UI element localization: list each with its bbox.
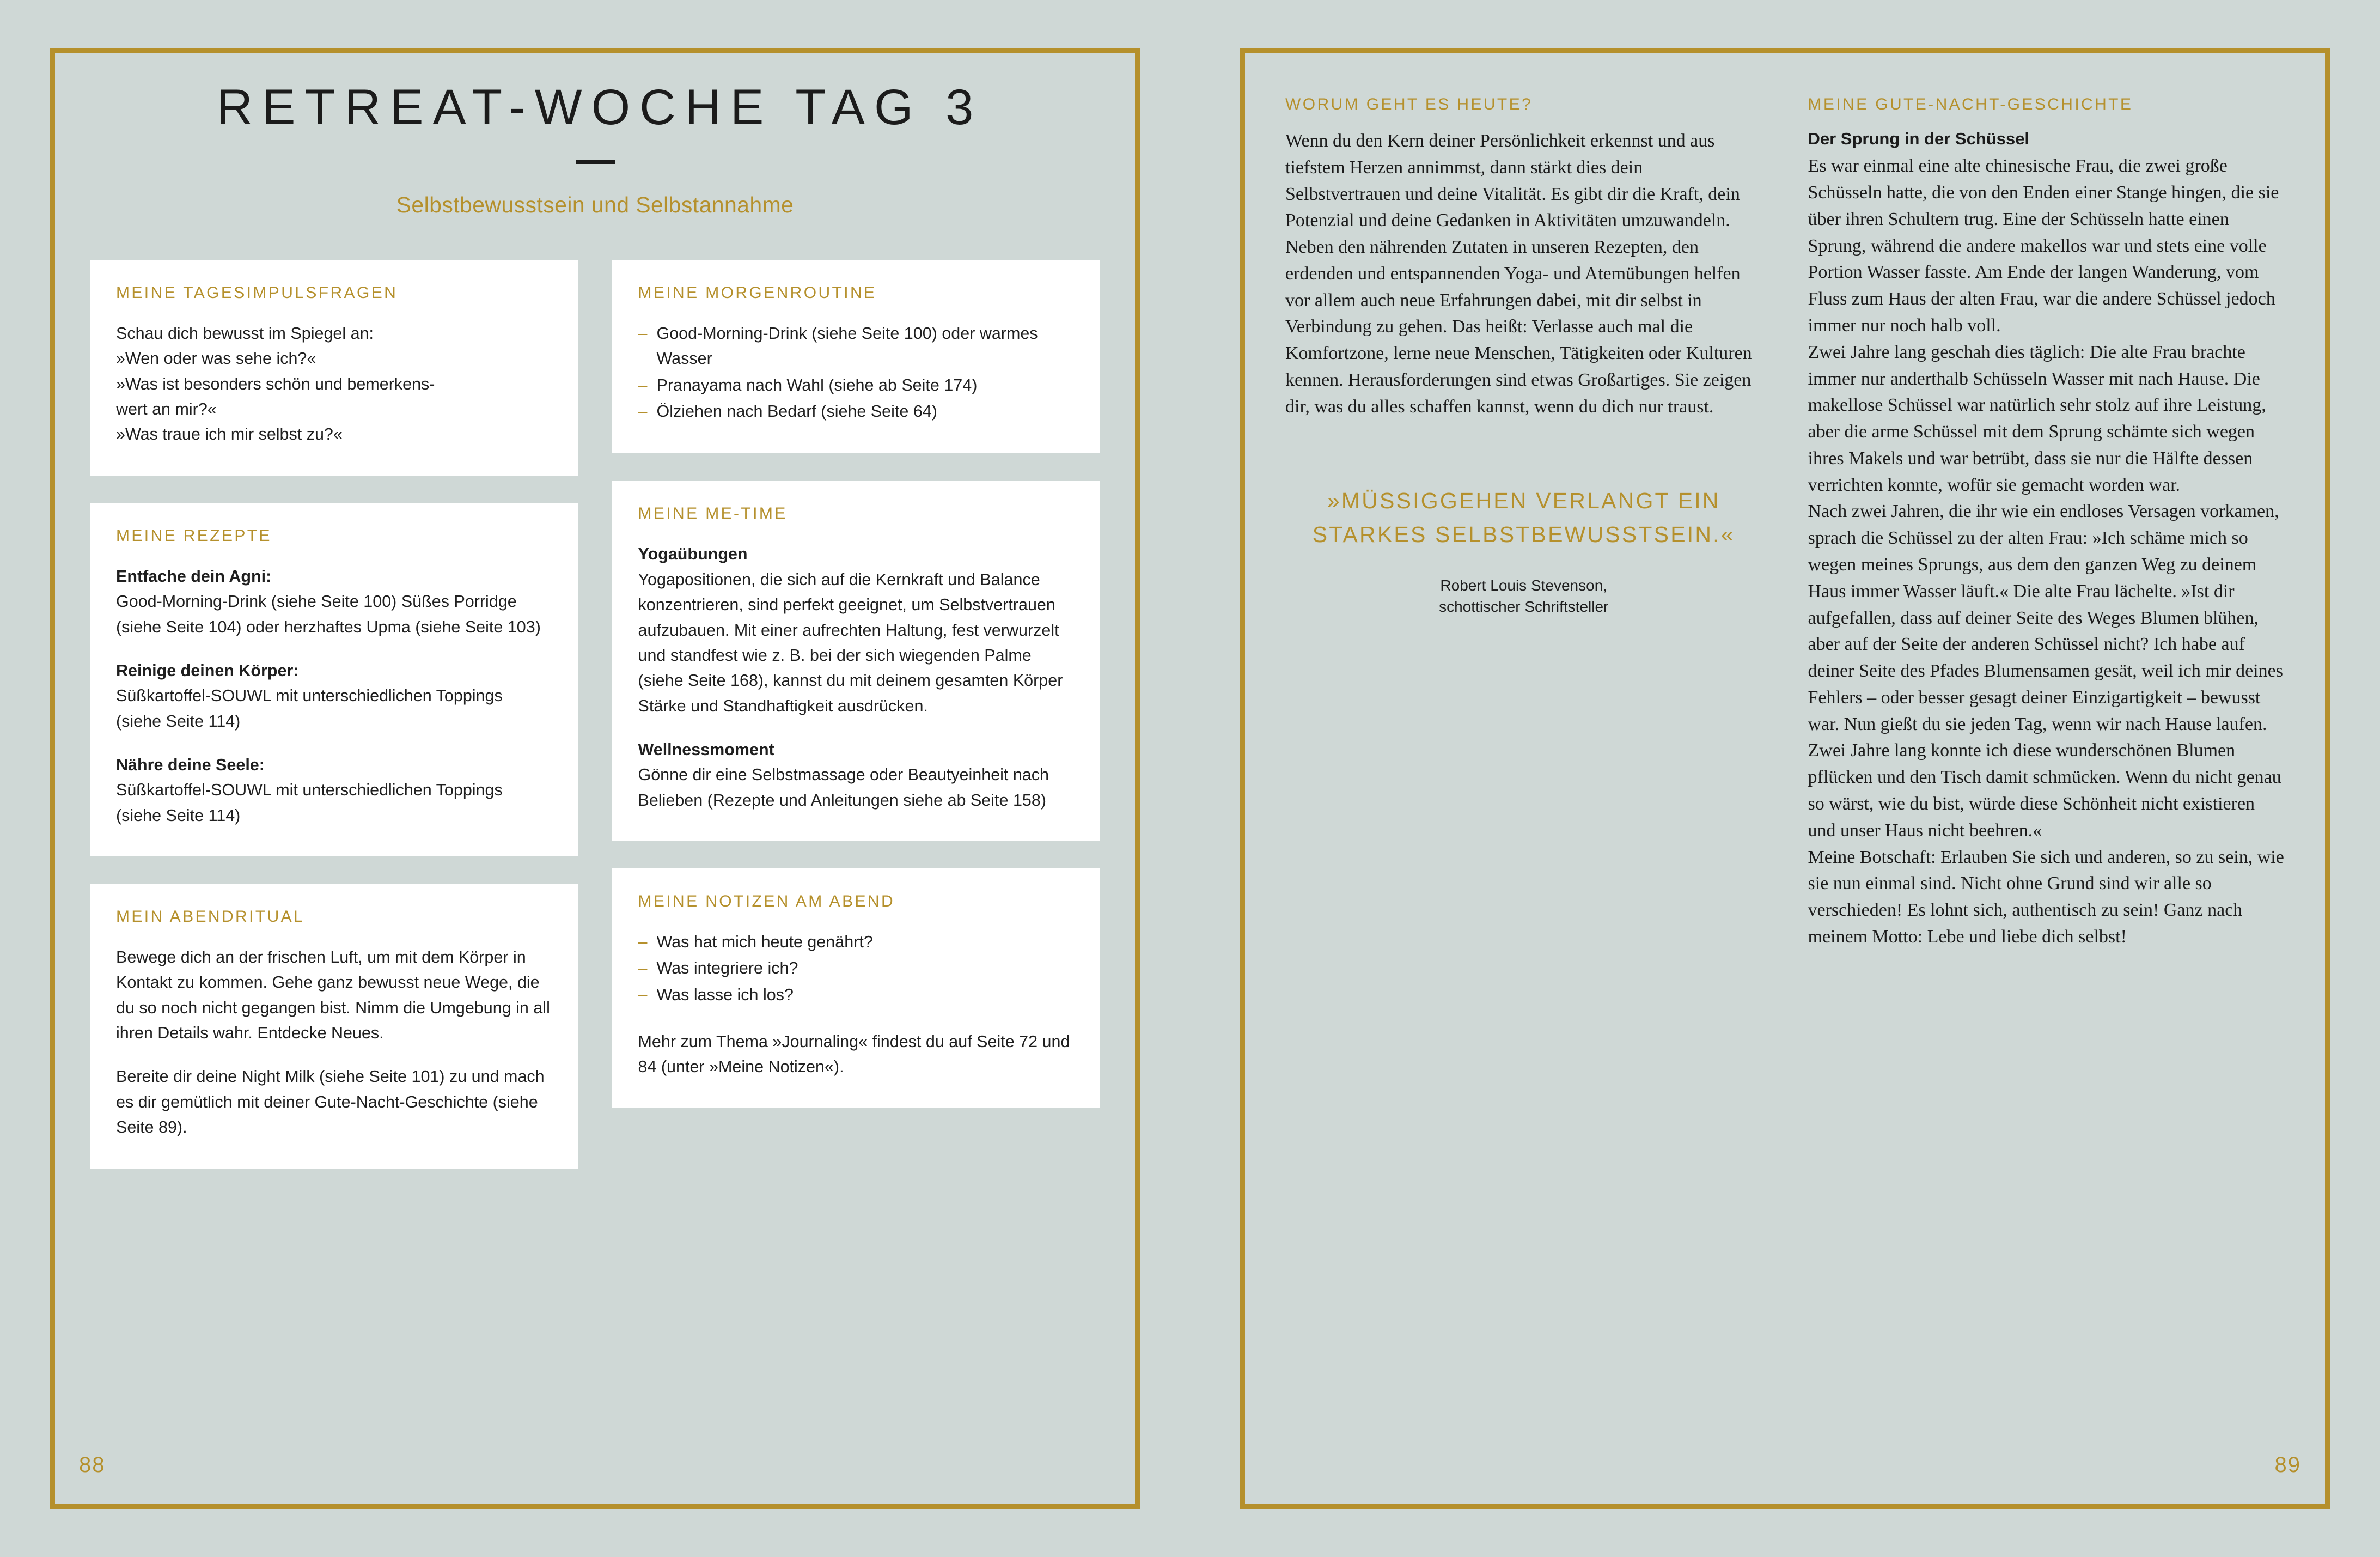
abendritual-paragraph-1: Bewege dich an der frischen Luft, um mit dem Körper in Kontakt zu kommen. Gehe ganz bewusst neue Wege, die du so noch nicht gegangen bist. Nimm die Umgebung in all ihren Details wahr. Entdecke Neues. <box>116 948 550 1043</box>
impuls-line-2: »Wen oder was sehe ich?« <box>116 349 316 368</box>
quote-author: Robert Louis Stevenson, <box>1440 577 1608 594</box>
card-title-abendritual: MEIN ABENDRITUAL <box>116 908 305 926</box>
metime-group-1 <box>638 542 1075 719</box>
story-paragraph-2: Zwei Jahre lang geschah dies täglich: Die alte Frau brachte immer nur anderthalb Schüsseln Wasser mit nach Hause. Die makellose Schüssel war natürlich sehr stolz auf ihre Leistung, aber die arme Schüssel mit dem Sprung schämte sich wegen ihres Makels und war betrübt, dass sie nur die Hälfte dessen verrichten konnte, wofür sie gemacht worden war. <box>1808 342 2266 495</box>
rezepte-heading-2: Reinige deinen Körper: <box>116 661 299 680</box>
impuls-line-3: »Was ist besonders schön und bemerkens- <box>116 374 435 393</box>
quote-attribution <box>1285 575 1762 617</box>
card-body-metime <box>638 542 1075 813</box>
metime-group-2 <box>638 737 1075 813</box>
section-title-worum-geht-es-heute: WORUM GEHT ES HEUTE? <box>1285 95 1533 113</box>
cards-grid <box>55 260 1135 1504</box>
card-tagesimpulsfragen <box>90 260 578 476</box>
rezepte-text-2: Süßkartoffel-SOUWL mit unterschiedlichen Toppings (siehe Seite 114) <box>116 686 503 731</box>
quote-author-role: schottischer Schriftsteller <box>1439 598 1609 615</box>
morgenroutine-list <box>638 321 1075 424</box>
metime-heading-2: Wellnessmoment <box>638 740 774 759</box>
rezepte-text-3: Süßkartoffel-SOUWL mit unterschiedlichen Toppings (siehe Seite 114) <box>116 781 503 825</box>
story-title: Der Sprung in der Schüssel <box>1808 129 2030 148</box>
page-number-right: 89 <box>2274 1453 2301 1477</box>
title-divider <box>576 160 615 164</box>
card-rezepte <box>90 503 578 856</box>
card-title-metime: MEINE ME-TIME <box>638 504 788 523</box>
story-paragraph-1: Es war einmal eine alte chinesische Frau, die zwei große Schüsseln hatte, die von den Enden einer Stange hingen, die sie über ihren Schultern trug. Eine der Schüsseln hatte einen Sprung, während die andere makellos war und stets eine volle Portion Wasser fasste. Am Ende der langen Wanderung, vom Fluss zum Haus der alten Frau, war die andere Schüssel jedoch immer nur noch halb voll. <box>1808 156 2279 336</box>
list-item: – Good-Morning-Drink (siehe Seite 100) oder warmes Wasser <box>638 321 1075 372</box>
worum-paragraph: Wenn du den Kern deiner Persönlichkeit erkennst und aus tiefstem Herzen annimmst, dann stärkt dies dein Selbstvertrauen und deine Vitalität. Es gibt dir die Kraft, dein Potenzial und deine Gedanken in Aktivitäten umzuwandeln. Neben den nährenden Zutaten in unseren Rezepten, den erdenden und entspannenden Yoga- und Atemübungen helfen vor allem auch neue Erfahrungen dabei, mit dir selbst in Verbindung zu gehen. Das heißt: Verlasse auch mal die Komfortzone, lerne neue Menschen, Tätigkeiten oder Kulturen kennen. Herausforderungen sind etwas Großartiges. Sie zeigen dir, was du alles schaffen kannst, wenn du dich nur traust. <box>1285 131 1752 417</box>
notizen-list <box>638 929 1075 1007</box>
page-subtitle: Selbstbewusstsein und Selbstannahme <box>396 192 794 217</box>
section-title-gute-nacht-geschichte: MEINE GUTE-NACHT-GESCHICHTE <box>1808 95 2133 113</box>
card-metime <box>612 481 1101 841</box>
card-body-tagesimpulsfragen <box>116 321 552 447</box>
impuls-line-4: wert an mir?« <box>116 400 217 419</box>
title-block <box>55 53 1135 218</box>
card-body-rezepte <box>116 564 552 828</box>
right-column-worum <box>1285 95 1762 1504</box>
quote-text: »MÜSSIGGEHEN VERLANGT EIN STARKES SELBSTBEWUSSTSEIN.« <box>1312 488 1735 547</box>
page-number-left: 88 <box>79 1453 106 1477</box>
card-body-notizen <box>638 929 1075 1080</box>
cards-column-right <box>612 260 1101 1504</box>
page-title: RETREAT-WOCHE TAG 3 <box>216 80 983 135</box>
card-morgenroutine <box>612 260 1101 453</box>
impuls-line-1: Schau dich bewusst im Spiegel an: <box>116 324 374 343</box>
rezepte-heading-1: Entfache dein Agni: <box>116 567 272 586</box>
notizen-footnote: Mehr zum Thema »Journaling« findest du auf Seite 72 und 84 (unter »Meine Notizen«). <box>638 1032 1070 1076</box>
rezepte-group-3 <box>116 752 552 828</box>
list-item: – Pranayama nach Wahl (siehe ab Seite 174) <box>638 373 1075 398</box>
card-title-rezepte: MEINE REZEPTE <box>116 526 272 545</box>
rezepte-group-2 <box>116 658 552 734</box>
list-item: – Was hat mich heute genährt? <box>638 929 1075 954</box>
list-item: – Was lasse ich los? <box>638 982 1075 1007</box>
abendritual-paragraph-2: Bereite dir deine Night Milk (siehe Seite 101) zu und mach es dir gemütlich mit deiner Gute-Nacht-Geschichte (siehe Seite 89). <box>116 1067 545 1137</box>
card-title-tagesimpulsfragen: MEINE TAGESIMPULSFRAGEN <box>116 284 398 302</box>
card-body-morgenroutine <box>638 321 1075 424</box>
story-paragraph-4: Meine Botschaft: Erlauben Sie sich und anderen, so zu sein, wie sie nun einmal sind. Nicht ohne Grund sind wir alle so verschieden! Es lohnt sich, authentisch zu sein! Ganz nach meinem Motto: Lebe und liebe dich selbst! <box>1808 847 2284 947</box>
impuls-line-5: »Was traue ich mir selbst zu?« <box>116 425 343 444</box>
rezepte-text-1: Good-Morning-Drink (siehe Seite 100) Süßes Porridge (siehe Seite 104) oder herzhaftes Upma (siehe Seite 103) <box>116 592 541 636</box>
card-abendritual <box>90 884 578 1169</box>
rezepte-group-1 <box>116 564 552 640</box>
story-paragraph-3: Nach zwei Jahren, die ihr wie ein endloses Versagen vorkamen, sprach die Schüssel zu der alten Frau: »Ich schäme mich so wegen meines Sprungs, aus dem den ganzen Weg zu deinem Haus immer Wasser läuft.« Die alte Frau lächelte. »Ist dir aufgefallen, dass auf deiner Seite des Weges Blumen blühen, aber auf der Seite der anderen Schüssel nicht? Ich habe auf deiner Seite des Pfades Blumensamen gesät, weil ich mir deines Fehlers – oder besser gesagt deiner Einzigartigkeit – bewusst war. Nun gießt du sie jeden Tag, wenn wir nach Hause laufen. Zwei Jahre lang konnte ich diese wunderschönen Blumen pflücken und den Tisch damit schmücken. Wenn du nicht genau so wärst, wie du bist, würde diese Schönheit nicht existieren und unser Haus nicht beehren.« <box>1808 501 2283 841</box>
right-page-content <box>1245 53 2325 1504</box>
list-item: – Was integriere ich? <box>638 956 1075 981</box>
left-page-content <box>55 53 1135 1504</box>
metime-heading-1: Yogaübungen <box>638 545 748 564</box>
rezepte-heading-3: Nähre deine Seele: <box>116 755 265 774</box>
metime-text-1: Yogapositionen, die sich auf die Kernkraft und Balance konzentrieren, sind perfekt geeignet, um Selbstvertrauen aufzubauen. Mit einer aufrechten Haltung, fest verwurzelt und standfest wie z. B. bei der sich wiegenden Palme (siehe Seite 168), kannst du mit deinem gesamten Körper Stärke und Standhaftigkeit ausdrücken. <box>638 570 1063 715</box>
spacer <box>638 1008 1075 1029</box>
cards-column-left <box>90 260 578 1504</box>
right-column-geschichte <box>1808 95 2285 1504</box>
card-body-abendritual <box>116 945 552 1140</box>
metime-text-2: Gönne dir eine Selbstmassage oder Beautyeinheit nach Belieben (Rezepte und Anleitungen siehe ab Seite 158) <box>638 765 1049 810</box>
card-title-notizen: MEINE NOTIZEN AM ABEND <box>638 892 895 911</box>
card-notizen <box>612 868 1101 1108</box>
right-page <box>1190 0 2380 1557</box>
quote-block <box>1285 484 1762 618</box>
worum-body <box>1285 128 1762 421</box>
list-item: – Ölziehen nach Bedarf (siehe Seite 64) <box>638 399 1075 424</box>
card-title-morgenroutine: MEINE MORGENROUTINE <box>638 284 877 302</box>
story-body <box>1808 153 2285 950</box>
